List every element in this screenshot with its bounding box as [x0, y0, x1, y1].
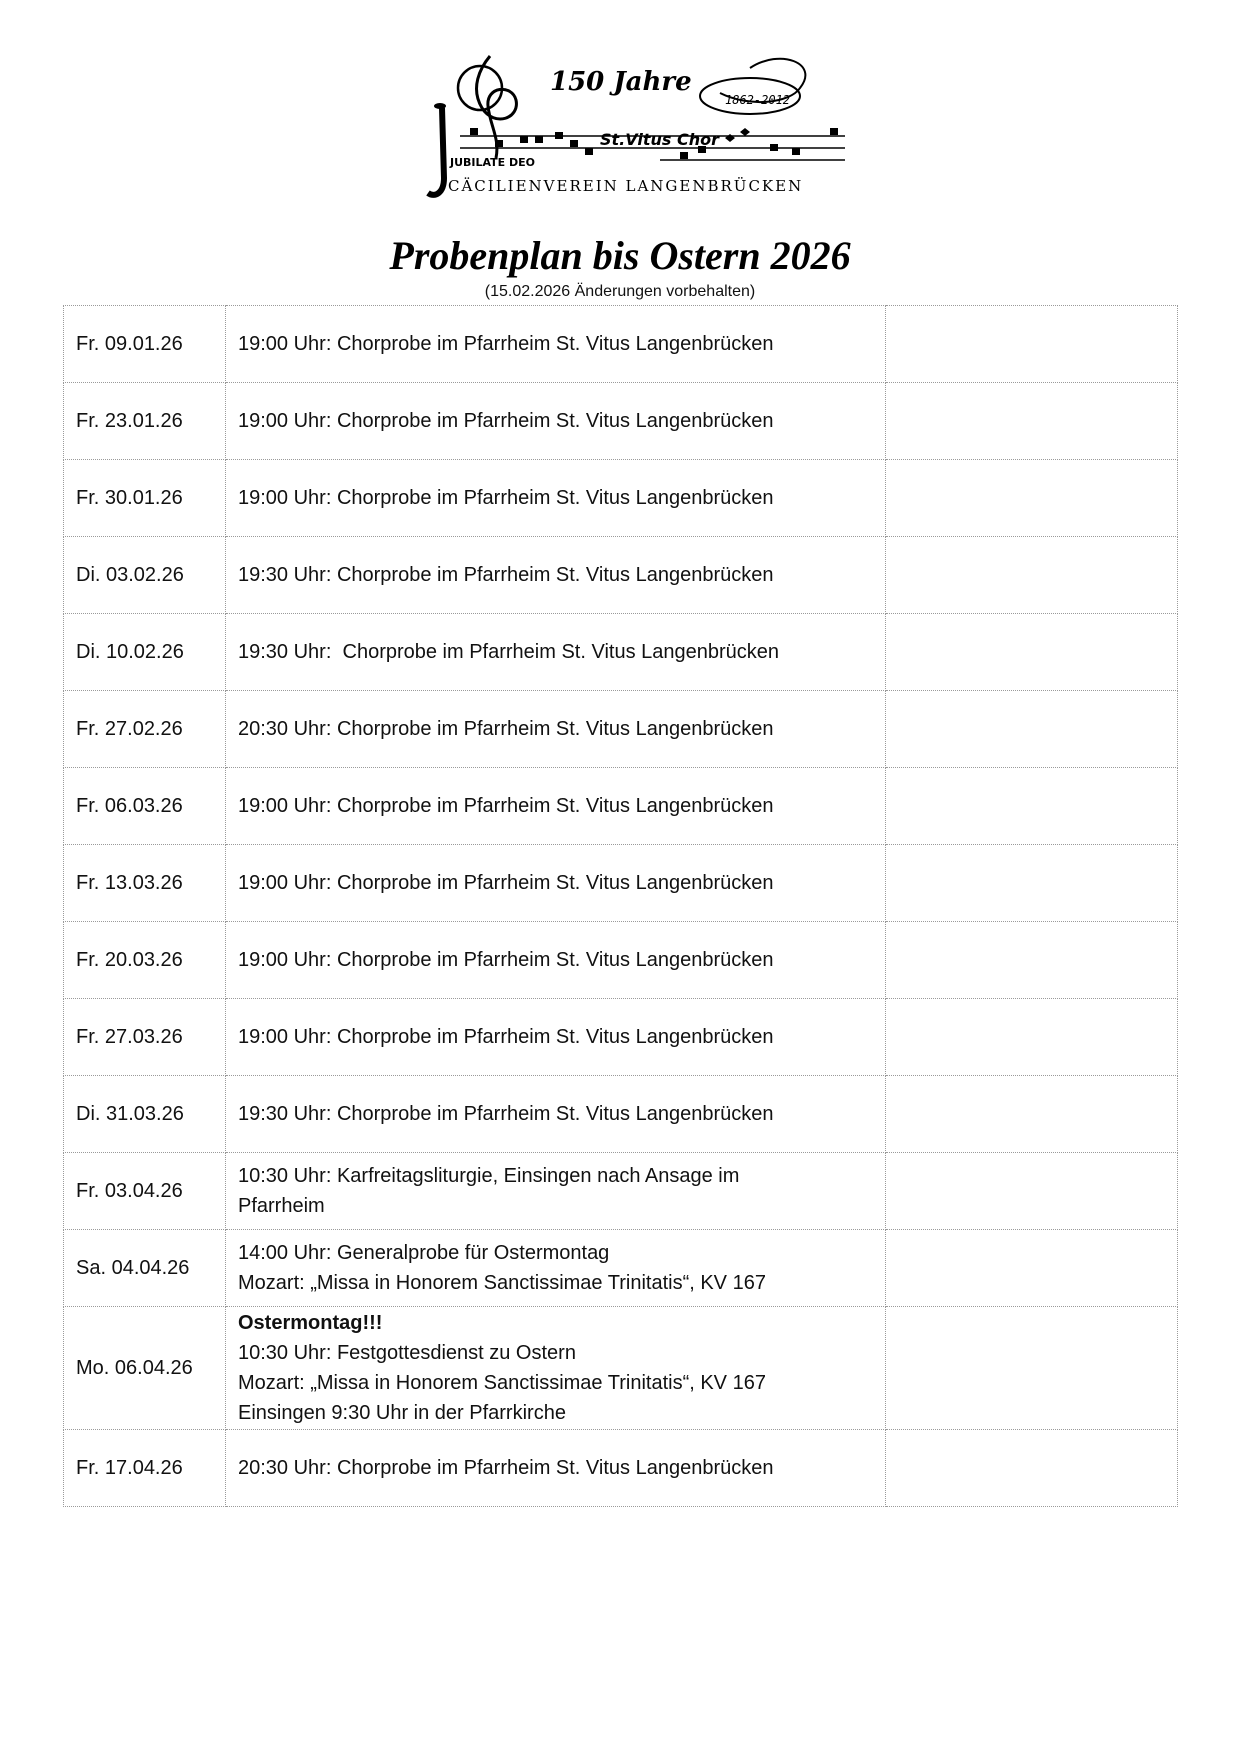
note-cell — [886, 999, 1178, 1076]
note-cell — [886, 1076, 1178, 1153]
description-cell: 19:00 Uhr: Chorprobe im Pfarrheim St. Vitus Langenbrücken — [226, 383, 886, 460]
description-cell: 19:00 Uhr: Chorprobe im Pfarrheim St. Vitus Langenbrücken — [226, 306, 886, 383]
date-cell: Di. 03.02.26 — [64, 537, 226, 614]
table-row — [64, 306, 1178, 383]
table-row — [64, 1430, 1178, 1507]
page-title: Probenplan bis Ostern 2026 — [389, 233, 851, 278]
description-cell: 19:00 Uhr: Chorprobe im Pfarrheim St. Vitus Langenbrücken — [226, 922, 886, 999]
date-cell: Fr. 13.03.26 — [64, 845, 226, 922]
table-row — [64, 922, 1178, 999]
note-cell — [886, 383, 1178, 460]
table-row — [64, 768, 1178, 845]
table-row — [64, 1153, 1178, 1230]
date-cell: Mo. 06.04.26 — [64, 1307, 226, 1430]
table-row — [64, 460, 1178, 537]
date-cell: Fr. 23.01.26 — [64, 383, 226, 460]
table-row — [64, 614, 1178, 691]
note-cell — [886, 460, 1178, 537]
date-cell: Di. 10.02.26 — [64, 614, 226, 691]
description-cell: 14:00 Uhr: Generalprobe für Ostermontag Mozart: „Missa in Honorem Sanctissimae Trinitatis“, KV 167 — [226, 1230, 886, 1307]
note-cell — [886, 614, 1178, 691]
note-cell — [886, 1430, 1178, 1507]
description-cell: 19:30 Uhr: Chorprobe im Pfarrheim St. Vitus Langenbrücken — [226, 537, 886, 614]
description-cell: 19:00 Uhr: Chorprobe im Pfarrheim St. Vitus Langenbrücken — [226, 845, 886, 922]
treble-clef-music-staff-icon — [420, 48, 850, 208]
table-row — [64, 691, 1178, 768]
svg-text:St.Vitus Chor: St.Vitus Chor — [600, 130, 719, 149]
description-cell: 20:30 Uhr: Chorprobe im Pfarrheim St. Vitus Langenbrücken — [226, 1430, 886, 1507]
note-cell — [886, 1153, 1178, 1230]
date-cell: Di. 31.03.26 — [64, 1076, 226, 1153]
date-cell: Fr. 20.03.26 — [64, 922, 226, 999]
table-row — [64, 537, 1178, 614]
description-cell: 19:00 Uhr: Chorprobe im Pfarrheim St. Vitus Langenbrücken — [226, 768, 886, 845]
svg-text:1862-2012: 1862-2012 — [725, 93, 791, 107]
svg-text:CÄCILIENVEREIN LANGENBRÜCKEN: CÄCILIENVEREIN LANGENBRÜCKEN — [448, 177, 804, 195]
note-cell — [886, 1307, 1178, 1430]
note-cell — [886, 768, 1178, 845]
note-cell — [886, 922, 1178, 999]
date-cell: Fr. 30.01.26 — [64, 460, 226, 537]
table-row — [64, 1230, 1178, 1307]
date-cell: Fr. 27.03.26 — [64, 999, 226, 1076]
description-cell: Ostermontag!!! 10:30 Uhr: Festgottesdienst zu Ostern Mozart: „Missa in Honorem Sanctissimae Trinitatis“, KV 167 Einsingen 9:30 Uhr in der Pfarrkirche — [226, 1307, 886, 1430]
date-cell: Fr. 06.03.26 — [64, 768, 226, 845]
description-cell: 19:00 Uhr: Chorprobe im Pfarrheim St. Vitus Langenbrücken — [226, 460, 886, 537]
date-cell: Fr. 27.02.26 — [64, 691, 226, 768]
description-cell: 19:30 Uhr: Chorprobe im Pfarrheim St. Vitus Langenbrücken — [226, 1076, 886, 1153]
svg-text:JUBILATE DEO: JUBILATE DEO — [450, 156, 536, 169]
note-cell — [886, 306, 1178, 383]
note-cell — [886, 691, 1178, 768]
date-cell: Fr. 17.04.26 — [64, 1430, 226, 1507]
note-cell — [886, 537, 1178, 614]
note-cell — [886, 845, 1178, 922]
description-cell: 19:00 Uhr: Chorprobe im Pfarrheim St. Vitus Langenbrücken — [226, 999, 886, 1076]
table-row — [64, 383, 1178, 460]
note-cell — [886, 1230, 1178, 1307]
table-row — [64, 1076, 1178, 1153]
description-cell: 19:30 Uhr: Chorprobe im Pfarrheim St. Vitus Langenbrücken — [226, 614, 886, 691]
table-row — [64, 999, 1178, 1076]
description-cell: 20:30 Uhr: Chorprobe im Pfarrheim St. Vitus Langenbrücken — [226, 691, 886, 768]
svg-text:150 Jahre: 150 Jahre — [550, 67, 692, 97]
date-cell: Fr. 09.01.26 — [64, 306, 226, 383]
date-cell: Sa. 04.04.26 — [64, 1230, 226, 1307]
page-subtitle: (15.02.2026 Änderungen vorbehalten) — [484, 283, 756, 300]
table-row — [64, 845, 1178, 922]
description-cell: 10:30 Uhr: Karfreitagsliturgie, Einsingen nach Ansage im Pfarrheim — [226, 1153, 886, 1230]
choir-logo — [420, 48, 850, 208]
date-cell: Fr. 03.04.26 — [64, 1153, 226, 1230]
table-row — [64, 1307, 1178, 1430]
event-heading: Ostermontag!!! — [238, 1312, 383, 1334]
rehearsal-schedule-table — [63, 305, 1178, 1507]
